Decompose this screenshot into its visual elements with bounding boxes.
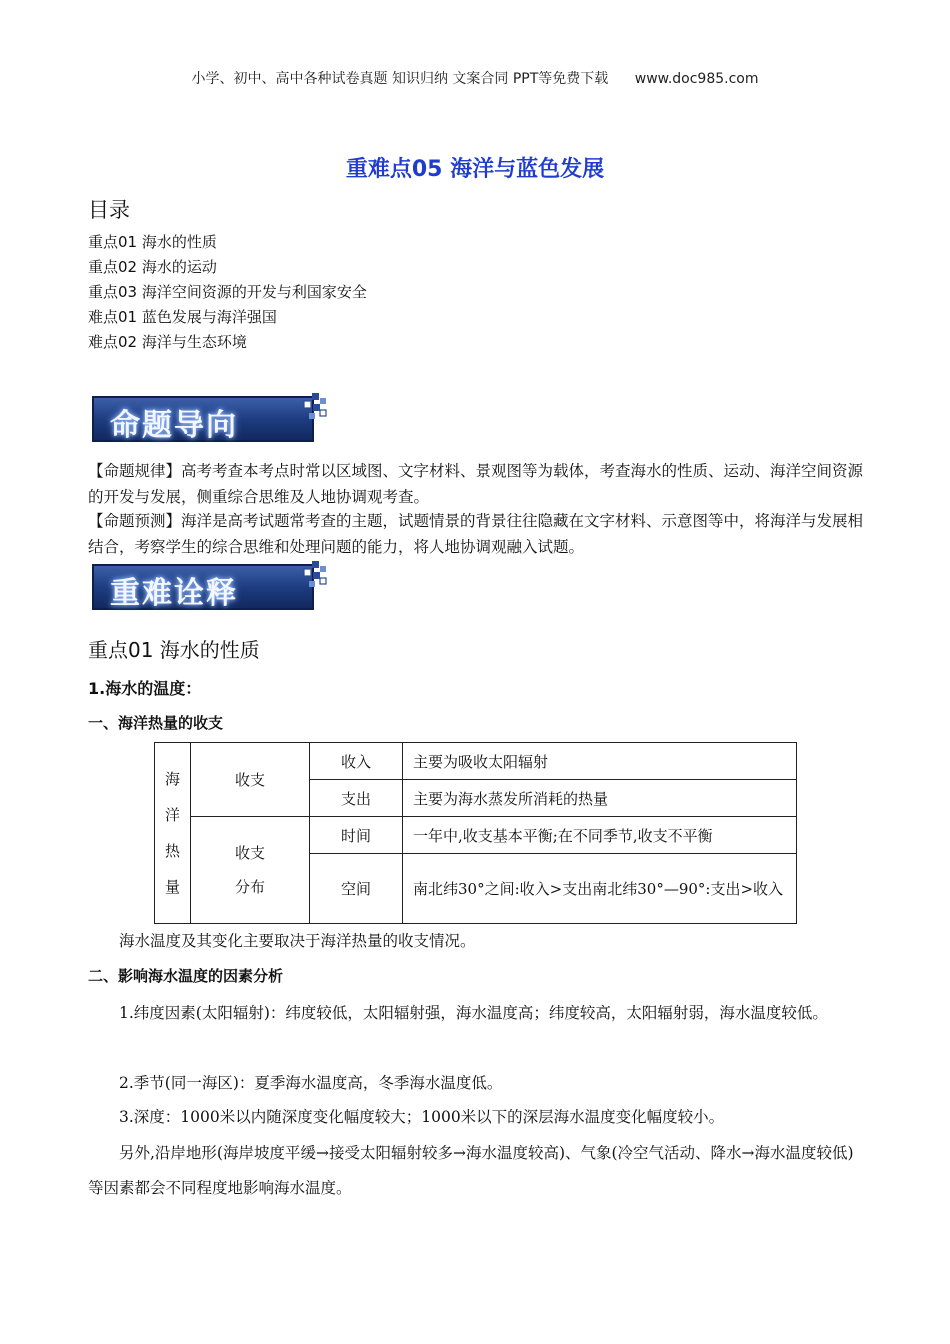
- row-header-char: 海: [165, 770, 181, 788]
- factor-latitude: 1.纬度因素(太阳辐射)：纬度较低，太阳辐射强，海水温度高；纬度较高，太阳辐射弱，海水温度较低。: [119, 1004, 828, 1022]
- page-title: 重难点05 海洋与蓝色发展: [345, 157, 605, 182]
- table-group-text: 收支: [235, 844, 266, 862]
- section-heading: 重点01 海水的性质: [88, 638, 260, 662]
- squares-deco-icon: [298, 392, 328, 422]
- heat-budget-table: [154, 742, 797, 924]
- toc-item[interactable]: 重点01 海水的性质: [88, 233, 217, 251]
- toc-item[interactable]: 重点02 海水的运动: [88, 258, 217, 276]
- banner-guide-text: 命题导向: [110, 408, 238, 443]
- table-key-cell: 时间: [310, 817, 403, 854]
- table-group-text: 分布: [235, 878, 266, 896]
- squares-deco-icon: [298, 560, 328, 590]
- factor-depth: 3.深度：1000米以内随深度变化幅度较大；1000米以下的深层海水温度变化幅度较小。: [119, 1108, 725, 1126]
- toc-item[interactable]: 重点03 海洋空间资源的开发与利国家安全: [88, 283, 367, 301]
- toc-list: [88, 230, 367, 355]
- table-group-cell: 收支: [191, 743, 310, 817]
- toc-heading: 目录: [88, 198, 130, 222]
- header-site-link[interactable]: www.doc985.com: [634, 71, 759, 87]
- page-header: [0, 68, 950, 88]
- table-key-cell: 收入: [310, 743, 403, 780]
- table-value-cell: 主要为吸收太阳辐射: [403, 743, 797, 780]
- guide-forecast: 【命题预测】海洋是高考试题常考查的主题，试题情景的背景往往隐藏在文字材料、示意图等中，将海洋与发展相结合，考察学生的综合思维和处理问题的能力，将人地协调观融入试题。: [88, 512, 864, 556]
- table-key-cell: 支出: [310, 780, 403, 817]
- banner-guide: [92, 392, 322, 446]
- guide-rule: 【命题规律】高考考查本考点时常以区域图、文字材料、景观图等为载体，考查海水的性质、运动、海洋空间资源的开发与发展，侧重综合思维及人地协调观考查。: [88, 462, 864, 506]
- table-value-cell: 主要为海水蒸发所消耗的热量: [403, 780, 797, 817]
- table-note: 海水温度及其变化主要取决于海洋热量的收支情况。: [119, 932, 476, 950]
- banner-explain-text: 重难诠释: [110, 576, 238, 611]
- toc-item[interactable]: 难点01 蓝色发展与海洋强国: [88, 308, 277, 326]
- subheading-temperature: 1.海水的温度：: [88, 679, 202, 698]
- table-value-cell: 南北纬30°之间:收入>支出南北纬30°—90°:支出>收入: [403, 854, 797, 924]
- factor-other: 另外,沿岸地形(海岸坡度平缓→接受太阳辐射较多→海水温度较高)、气象(冷空气活动、降水→海水温度较低)等因素都会不同程度地影响海水温度。: [88, 1144, 854, 1197]
- banner-explain: [92, 560, 322, 614]
- table-group-cell: [191, 817, 310, 924]
- row-header-char: 洋: [165, 806, 181, 824]
- row-header-char: 热: [165, 842, 181, 860]
- row-header-char: 量: [165, 878, 181, 896]
- subheading-heat-budget: 一、海洋热量的收支: [88, 714, 224, 732]
- subheading-factors: 二、影响海水温度的因素分析: [88, 967, 284, 985]
- toc-item[interactable]: 难点02 海洋与生态环境: [88, 333, 247, 351]
- table-key-cell: 空间: [310, 854, 403, 924]
- header-text: 小学、初中、高中各种试卷真题 知识归纳 文案合同 PPT等免费下载: [191, 71, 609, 87]
- table-row-header: [155, 743, 191, 924]
- factor-season: 2.季节(同一海区)：夏季海水温度高，冬季海水温度低。: [119, 1074, 503, 1092]
- table-value-cell: 一年中,收支基本平衡;在不同季节,收支不平衡: [403, 817, 797, 854]
